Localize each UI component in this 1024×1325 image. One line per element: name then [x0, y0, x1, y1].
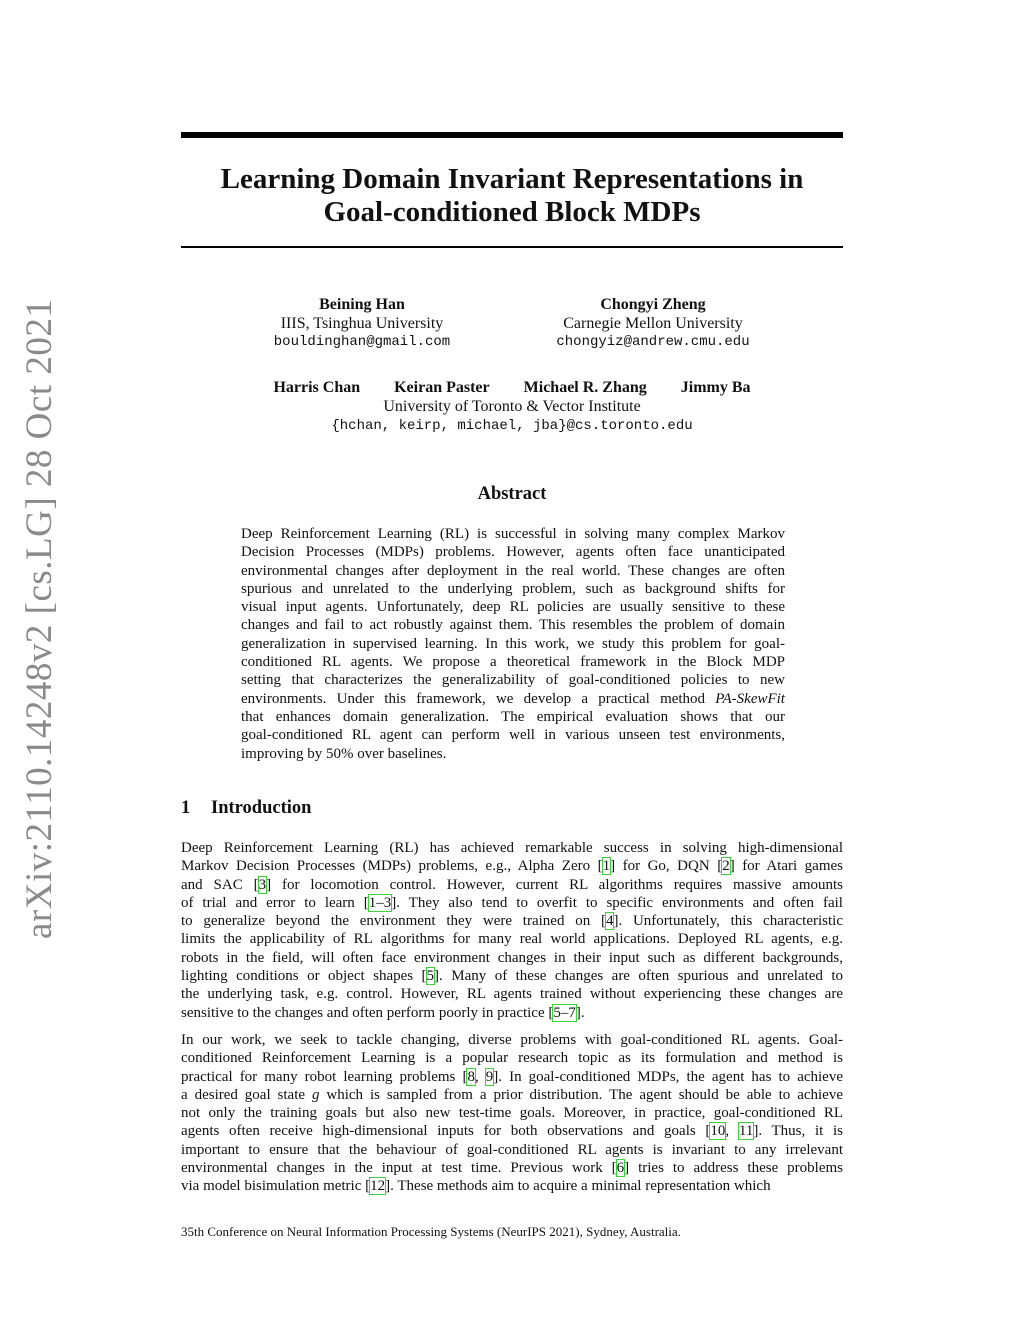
abstract-line: spurious and unrelated to the underlying problem, such as background shifts for	[241, 580, 785, 597]
footer-note: 35th Conference on Neural Information Processing Systems (NeurIPS 2021), Sydney, Australia.	[181, 1224, 681, 1239]
author-name: Jimmy Ba	[680, 379, 751, 396]
abstract-line: goal-conditioned RL agent can perform well in various unseen test environments,	[241, 727, 785, 744]
text-line: a desired goal state g which is sampled from a prior distribution. The agent should be able to achieve	[181, 1086, 844, 1103]
text-line: lighting conditions or object shapes [5]. Many of these changes are often spurious and unrelated to	[181, 968, 843, 985]
citation-link[interactable]: 5	[426, 968, 435, 985]
math-variable: g	[311, 1086, 320, 1103]
author-affiliation: IIIS, Tsinghua University	[280, 314, 444, 332]
citation-link[interactable]: 1–3	[368, 894, 392, 911]
abstract-line: Decision Processes (MDPs) problems. However, agents often face unanticipated	[241, 544, 785, 561]
author-names-row	[181, 379, 843, 397]
text-line: In our work, we seek to tackle changing, diverse problems with goal-conditioned RL agents. Goal-	[181, 1032, 843, 1048]
abstract-line: improving by 50% over baselines.	[241, 745, 447, 762]
method-name: PA-SkewFit	[705, 690, 785, 707]
author-name: Chongyi Zheng	[600, 296, 706, 313]
author-email[interactable]: {hchan, keirp, michael, jba}@cs.toronto.edu	[331, 417, 693, 434]
citation-link[interactable]: 4	[605, 913, 614, 930]
section-heading	[181, 797, 311, 819]
text-line: via model bisimulation metric [12]. These methods aim to acquire a minimal representation which	[181, 1178, 771, 1195]
author-name: Keiran Paster	[394, 379, 490, 396]
author-block-2	[522, 296, 784, 352]
title-rule-top	[181, 132, 843, 138]
abstract-line: environmental changes after deployment in the real world. These changes are often	[241, 562, 785, 579]
section-number: 1	[181, 798, 191, 818]
intro-paragraph-2	[181, 1031, 843, 1196]
citation-link[interactable]: 10	[710, 1123, 726, 1140]
citation-link[interactable]: 9	[485, 1068, 494, 1085]
citation-link[interactable]: 3	[258, 876, 267, 893]
title-rule-bottom	[181, 246, 843, 248]
title-line-2: Goal-conditioned Block MDPs	[323, 196, 701, 228]
abstract-line: Deep Reinforcement Learning (RL) is successful in solving many complex Markov	[241, 526, 785, 542]
citation-link[interactable]: 6	[616, 1160, 625, 1177]
abstract-line: that enhances domain generalization. The empirical evaluation shows that our	[241, 708, 785, 725]
abstract-line: generalization in supervised learning. In this work, we study this problem for goal-	[241, 635, 785, 652]
text-line: robots in the field, will often face environment changes in their input such as different backgrounds,	[181, 949, 843, 966]
citation-link[interactable]: 2	[722, 858, 730, 875]
text-line: conditioned Reinforcement Learning is a popular research topic as its formulation and method is	[181, 1050, 843, 1067]
text-line: Markov Decision Processes (MDPs) problems, e.g., Alpha Zero [1] for Go, DQN [2] for Atari games	[181, 858, 843, 875]
text-line: practical for many robot learning problems [8, 9]. In goal-conditioned MDPs, the agent has to achieve	[181, 1068, 844, 1085]
citation-link[interactable]: 1	[602, 858, 611, 875]
abstract-line: conditioned RL agents. We propose a theoretical framework in the Block MDP	[241, 654, 785, 671]
abstract-line: changes and fail to act robustly against them. This resembles the problem of domain	[241, 617, 785, 634]
citation-link[interactable]: 5–7	[553, 1004, 576, 1021]
author-block-1	[231, 296, 493, 352]
author-block-3	[181, 398, 843, 435]
text-line: limits the applicability of RL algorithms for many real world applications. Deployed RL agents, e.g.	[181, 931, 843, 948]
text-line: environmental changes in the input at test time. Previous work [6] tries to address these problems	[181, 1160, 843, 1177]
text-line: not only the training goals but also new test-time goals. Moreover, in practice, goal-conditioned RL	[181, 1105, 843, 1122]
author-affiliation: University of Toronto & Vector Institute	[383, 398, 641, 415]
author-name: Michael R. Zhang	[523, 379, 647, 396]
author-affiliation: Carnegie Mellon University	[563, 314, 743, 332]
author-email[interactable]: bouldinghan@gmail.com	[273, 334, 451, 350]
intro-paragraph-1	[181, 839, 843, 1022]
citation-link[interactable]: 8	[467, 1068, 475, 1085]
text-line: agents often receive high-dimensional inputs for both observations and goals [10, 11]. Thus, it is	[181, 1123, 844, 1140]
abstract-line: visual input agents. Unfortunately, deep RL policies are usually sensitive to these	[241, 599, 785, 616]
paper-title	[181, 163, 843, 229]
text-line: and SAC [3] for locomotion control. However, current RL algorithms requires massive amounts	[181, 876, 844, 893]
author-name: Beining Han	[319, 296, 405, 313]
abstract-line: setting that characterizes the generalizability of goal-conditioned policies to new	[241, 672, 785, 689]
author-name: Harris Chan	[273, 379, 361, 396]
text-line: sensitive to the changes and often perform poorly in practice [5–7].	[181, 1004, 585, 1021]
abstract-line: environments. Under this framework, we develop a practical method PA-SkewFit	[241, 690, 785, 707]
citation-link[interactable]: 11	[738, 1123, 754, 1140]
abstract-heading: Abstract	[477, 484, 547, 504]
title-line-1: Learning Domain Invariant Representations in	[220, 163, 804, 195]
author-email[interactable]: chongyiz@andrew.cmu.edu	[556, 334, 750, 350]
text-line: of trial and error to learn [1–3]. They also tend to overfit to specific environments and often fail	[181, 894, 843, 911]
abstract-body	[241, 525, 785, 763]
text-line: to generalize beyond the environment they were trained on [4]. Unfortunately, this characteristic	[181, 913, 843, 930]
citation-link[interactable]: 12	[370, 1178, 386, 1195]
text-line: Deep Reinforcement Learning (RL) has achieved remarkable success in solving high-dimensional	[181, 840, 843, 856]
arxiv-stamp: arXiv:2110.14248v2 [cs.LG] 28 Oct 2021	[19, 298, 60, 939]
section-title: Introduction	[211, 798, 312, 818]
text-line: the underlying task, e.g. control. However, RL agents trained without experiencing these changes are	[181, 986, 843, 1003]
text-line: important to ensure that the behaviour of goal-conditioned RL agents is invariant to any irrelevant	[181, 1141, 843, 1158]
